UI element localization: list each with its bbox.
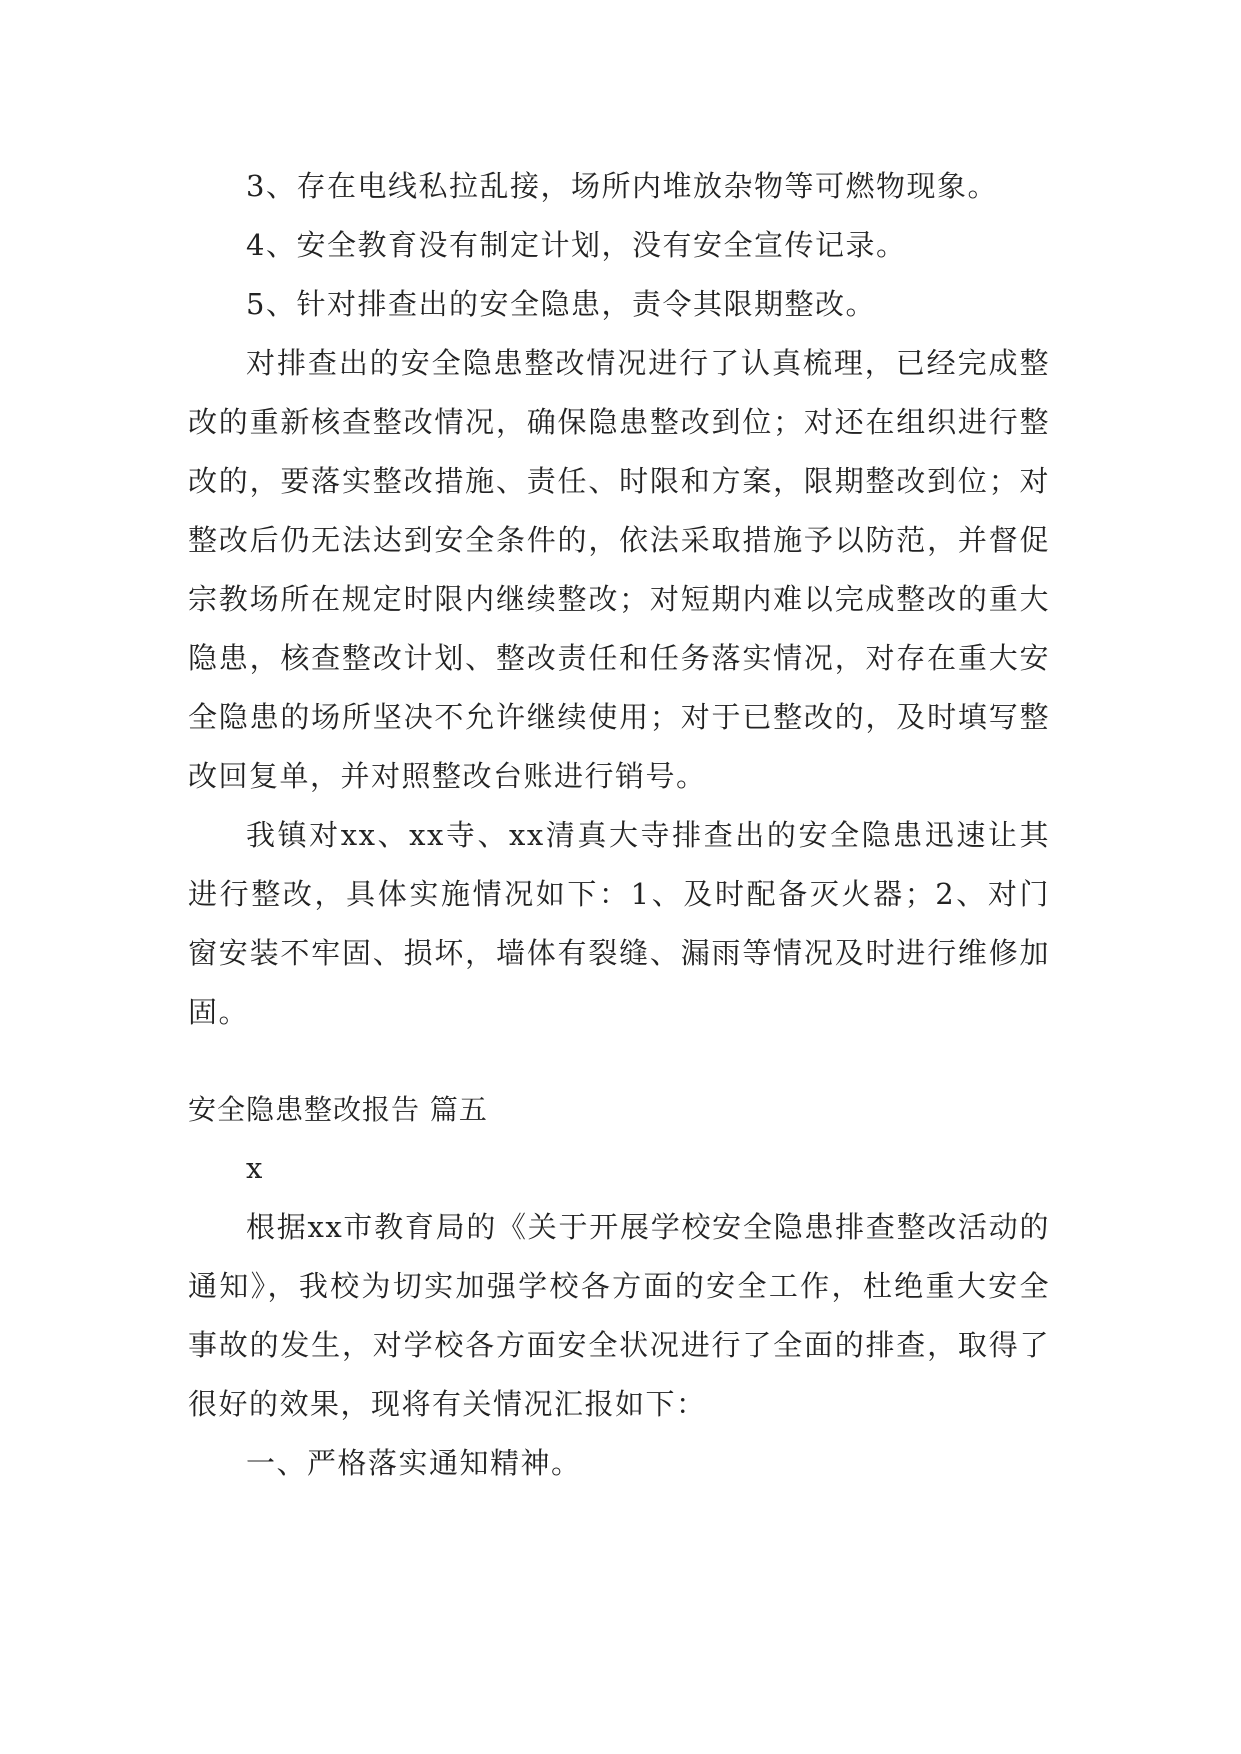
paragraph: 一、严格落实通知精神。 (246, 1446, 582, 1480)
document-body (188, 157, 1050, 1493)
paragraph: 对排查出的安全隐患整改情况进行了认真梳理，已经完成整改的重新核查整改情况，确保隐患整改到位；对还在组织进行整改的，要落实整改措施、责任、时限和方案，限期整改到位；对整改后仍无法达到安全条件的，依法采取措施予以防范，并督促宗教场所在规定时限内继续整改；对短期内难以完成整改的重大隐患，核查整改计划、整改责任和任务落实情况，对存在重大安全隐患的场所坚决不允许继续使用；对于已整改的，及时填写整改回复单，并对照整改台账进行销号。 (188, 346, 1050, 793)
paragraph: 我镇对xx、xx寺、xx清真大寺排查出的安全隐患迅速让其进行整改，具体实施情况如下：1、及时配备灭火器；2、对门窗安装不牢固、损坏，墙体有裂缝、漏雨等情况及时进行维修加固。 (188, 818, 1050, 1029)
paragraph: 3、存在电线私拉乱接，场所内堆放杂物等可燃物现象。 (246, 169, 998, 203)
paragraph: 根据xx市教育局的《关于开展学校安全隐患排查整改活动的通知》，我校为切实加强学校各方面的安全工作，杜绝重大安全事故的发生，对学校各方面安全状况进行了全面的排查，取得了很好的效果，现将有关情况汇报如下： (188, 1210, 1050, 1421)
section-heading: 安全隐患整改报告 篇五 (188, 1093, 488, 1126)
paragraph: 5、针对排查出的安全隐患，责令其限期整改。 (246, 287, 876, 321)
paragraph: 4、安全教育没有制定计划，没有安全宣传记录。 (246, 228, 907, 262)
paragraph: x (246, 1151, 264, 1185)
